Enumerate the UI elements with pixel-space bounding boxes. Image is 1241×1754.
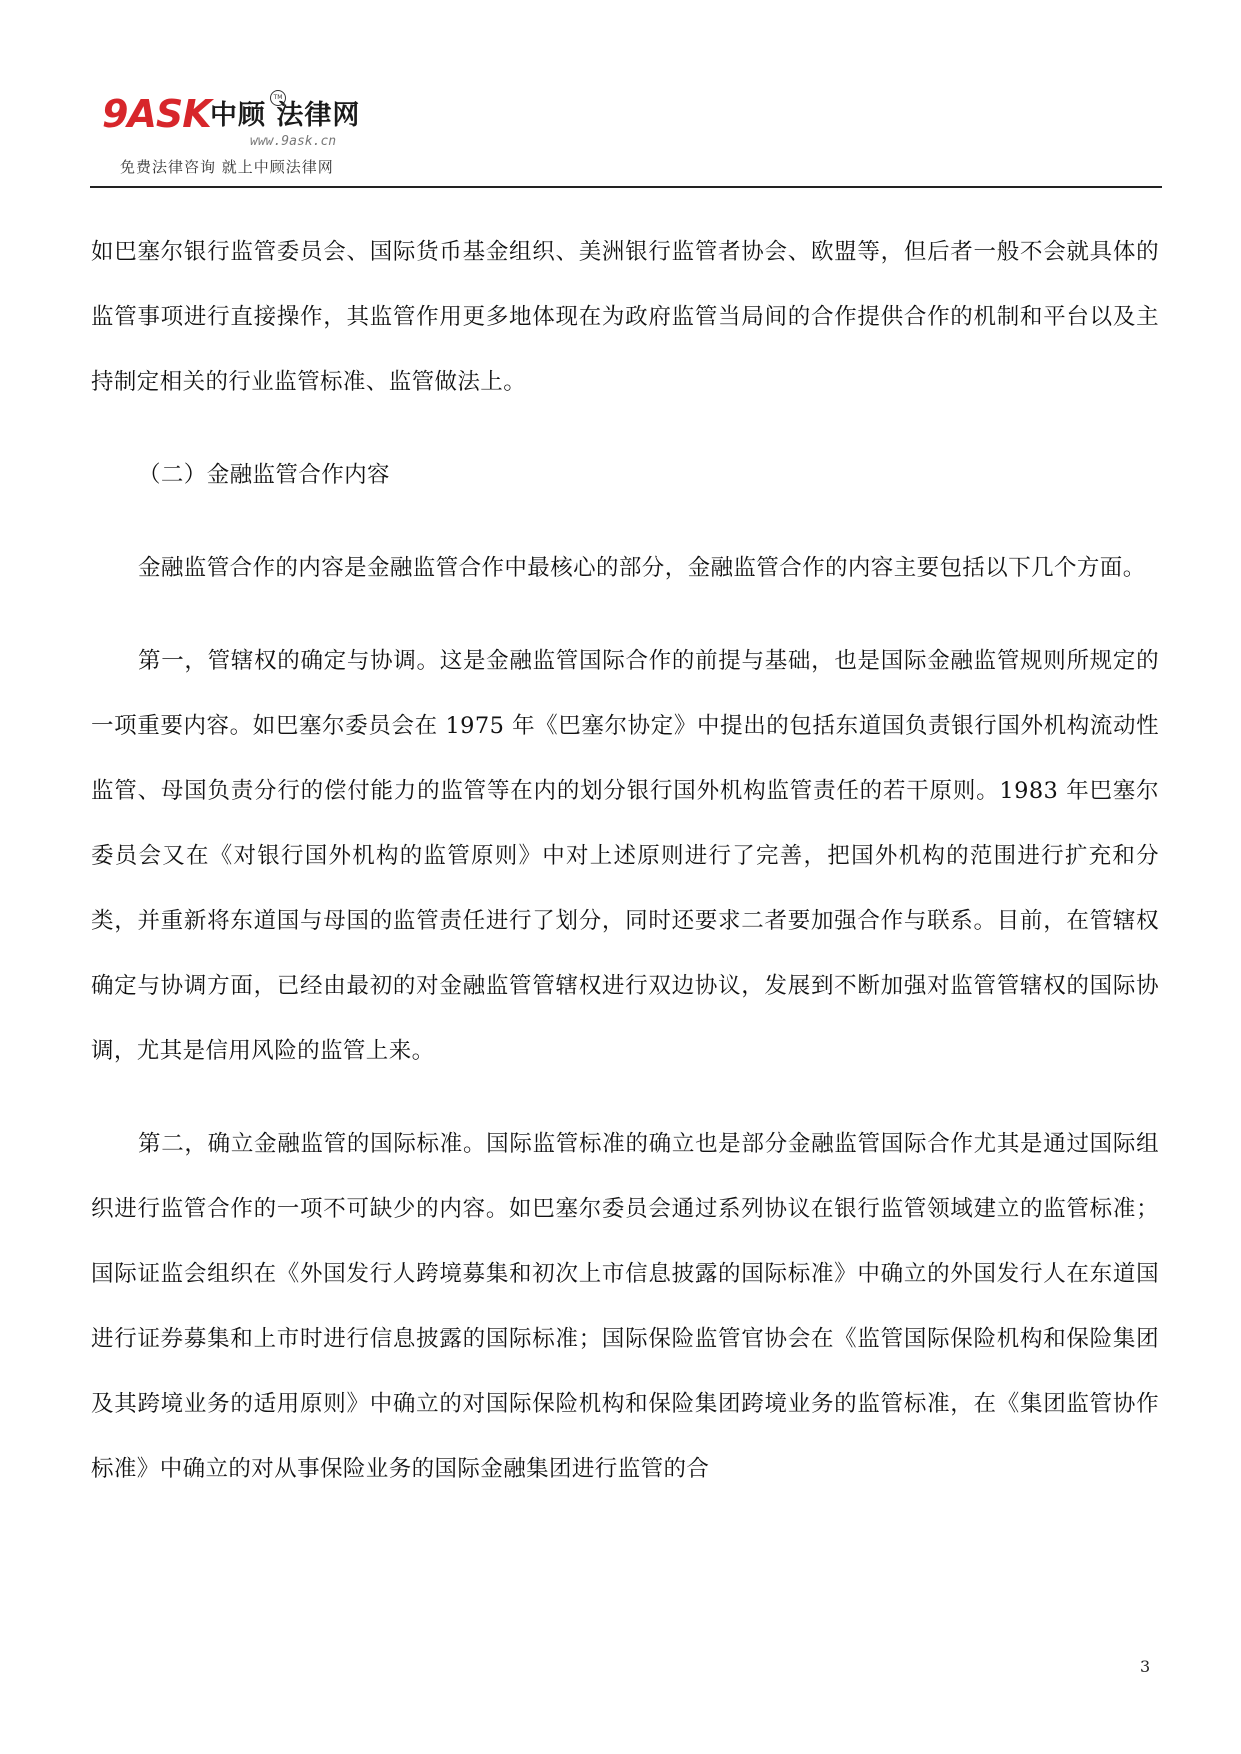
page-number: 3 [1140,1657,1151,1676]
logo-name: 中顾 法律网 [210,100,361,131]
paragraph-second-point: 第二，确立金融监管的国际标准。国际监管标准的确立也是部分金融监管国际合作尤其是通过国际组织进行监管合作的一项不可缺少的内容。如巴塞尔委员会通过系列协议在银行监管领域建立的监管标准；国际证监会组织在《外国发行人跨境募集和初次上市信息披露的国际标准》中确立的外国发行人在东道国进行证券募集和上市时进行信息披露的国际标准；国际保险监管官协会在《监管国际保险机构和保险集团及其跨境业务的适用原则》中确立的对国际保险机构和保险集团跨境业务的监管标准，在《集团监管协作标准》中确立的对从事保险业务的国际金融集团进行监管的合 [91,1131,1159,1482]
document-body [91,220,1159,1530]
page-header [90,88,1162,188]
logo-url: www.9ask.cn [250,134,337,149]
section-heading: （二）金融监管合作内容 [138,462,390,488]
paragraph-first-point: 第一，管辖权的确定与协调。这是金融监管国际合作的前提与基础，也是国际金融监管规则所规定的一项重要内容。如巴塞尔委员会在 1975 年《巴塞尔协定》中提出的包括东道国负责银行国外机构流动性监管、母国负责分行的偿付能力的监管等在内的划分银行国外机构监管责任的若干原则。1983 年巴塞尔委员会又在《对银行国外机构的监管原则》中对上述原则进行了完善，把国外机构的范围进行扩充和分类，并重新将东道国与母国的监管责任进行了划分，同时还要求二者要加强合作与联系。目前，在管辖权确定与协调方面，已经由最初的对金融监管管辖权进行双边协议，发展到不断加强对监管管辖权的国际协调，尤其是信用风险的监管上来。 [91,648,1159,1064]
paragraph-intro: 金融监管合作的内容是金融监管合作中最核心的部分，金融监管合作的内容主要包括以下几个方面。 [138,555,1146,581]
logo-mark: 9ASK [102,92,211,136]
paragraph-continuation: 如巴塞尔银行监管委员会、国际货币基金组织、美洲银行监管者协会、欧盟等，但后者一般不会就具体的监管事项进行直接操作，其监管作用更多地体现在为政府监管当局间的合作提供合作的机制和平台以及主持制定相关的行业监管标准、监管做法上。 [91,239,1159,395]
logo-slogan: 免费法律咨询 就上中顾法律网 [120,158,334,176]
logo-trademark: TM [270,90,286,106]
header-divider [90,186,1162,188]
logo [102,88,362,178]
